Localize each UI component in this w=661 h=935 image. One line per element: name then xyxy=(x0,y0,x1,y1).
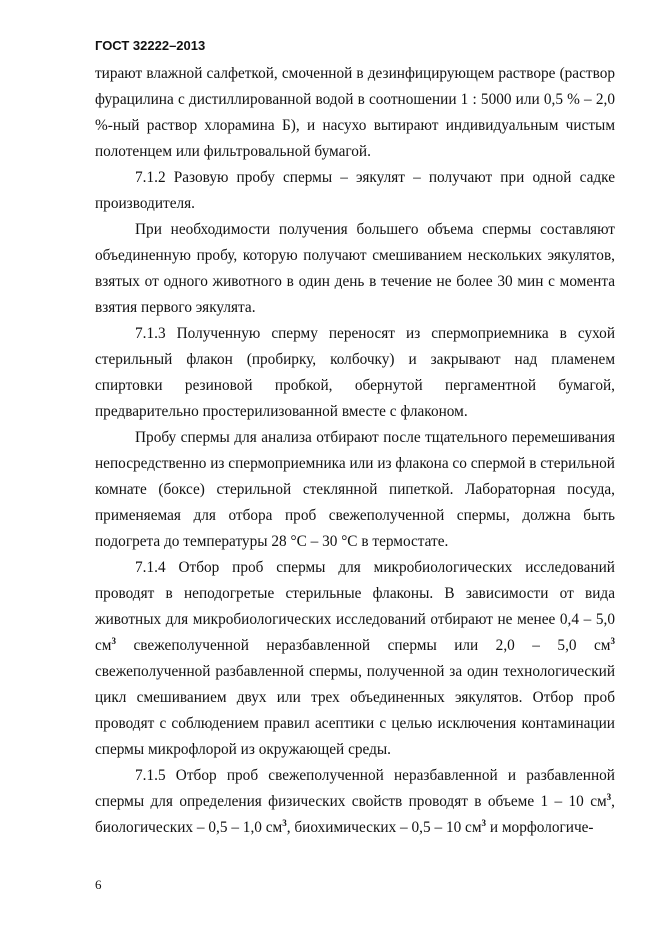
text-segment: , биологических – 0,5 – 1,0 см xyxy=(95,793,615,836)
body-text xyxy=(95,61,615,841)
text-segment: свежеполученной неразбавленной спермы или 2,0 – 5,0 см xyxy=(115,637,611,654)
paragraph-7-1-4 xyxy=(95,555,615,763)
text-segment: свежеполученной разбавленной спермы, полученной за один технологический цикл смешиванием двух или трех объединенных эякулятов. Отбор проб проводят с соблюдением правил асептики с целью исключения контаминации спермы микрофлорой из окружающей среды. xyxy=(95,663,615,758)
paragraph-sampling: Пробу спермы для анализа отбирают после тщательного перемешивания непосредственно из спермоприемника или из флакона со спермой в стерильной комнате (боксе) стерильной стеклянной пипеткой. Лабораторная посуда, применяемая для отбора проб свежеполученной спермы, должна быть подогрета до температуры 28 °С – 30 °С в термостате. xyxy=(95,429,615,550)
paragraph-continuation: тирают влажной салфеткой, смоченной в дезинфицирующем растворе (раствор фурацилина с дистиллированной водой в соотношении 1 : 5000 или 0,5 % – 2,0 %-ный раствор хлорамина Б), и насухо вытирают индивидуальным чистым полотенцем или фильтровальной бумагой. xyxy=(95,65,615,160)
text-segment: 7.1.4 Отбор проб спермы для микробиологических исследований проводят в неподогретые стерильные флаконы. В зависимости от вида животных для микробиологических исследований отбирают не менее 0,4 – 5,0 см xyxy=(95,559,615,654)
superscript: 3 xyxy=(111,636,116,646)
text-segment: 7.1.5 Отбор проб свежеполученной неразбавленной и разбавленной спермы для определения физических свойств проводят в объеме 1 – 10 см xyxy=(95,767,615,810)
paragraph-7-1-3: 7.1.3 Полученную сперму переносят из спермоприемника в сухой стерильный флакон (пробирку, колбочку) и закрывают над пламенем спиртовки резиновой пробкой, обернутой пергаментной бумагой, предварительно простерилизованной вместе с флаконом. xyxy=(95,325,615,420)
paragraph-7-1-5 xyxy=(95,763,615,841)
superscript: 3 xyxy=(606,792,612,802)
superscript: 3 xyxy=(282,818,287,828)
standard-header: ГОСТ 32222–2013 xyxy=(95,38,206,53)
text-segment: , биохимических – 0,5 – 10 см xyxy=(286,819,482,836)
text-segment: и морфологиче- xyxy=(486,819,594,836)
page-number: 6 xyxy=(95,877,102,892)
superscript: 3 xyxy=(610,636,615,646)
superscript: 3 xyxy=(481,818,487,828)
paragraph-7-1-2: 7.1.2 Разовую пробу спермы – эякулят – получают при одной садке производителя. xyxy=(95,169,615,212)
paragraph-combined-sample: При необходимости получения большего объема спермы составляют объединенную пробу, которую получают смешиванием нескольких эякулятов, взятых от одного животного в один день в течение не более 30 мин с момента взятия первого эякулята. xyxy=(95,221,615,316)
